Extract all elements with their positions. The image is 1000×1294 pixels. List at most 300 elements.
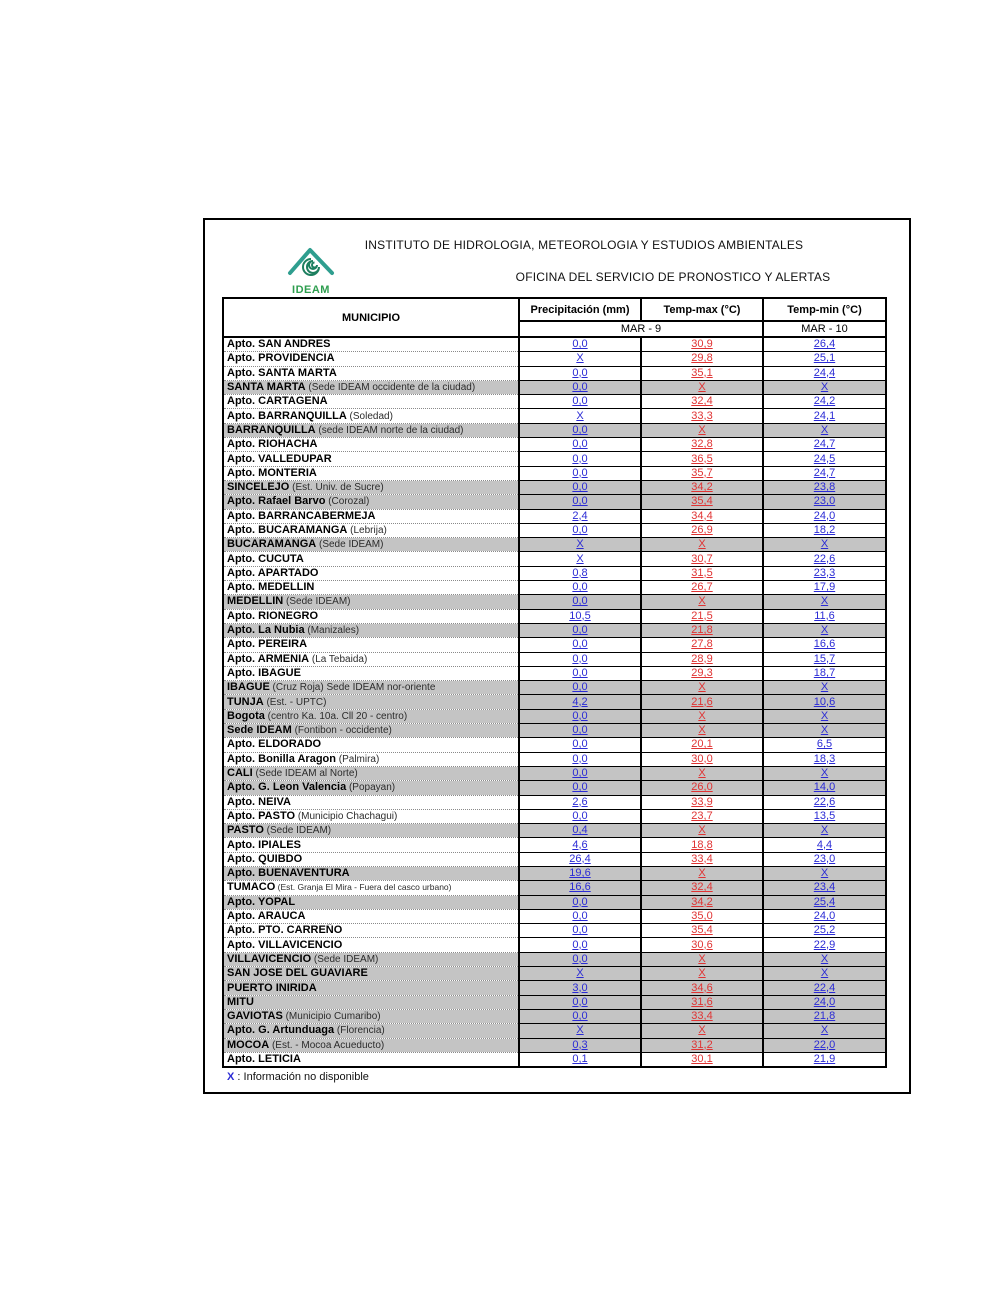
table-row <box>223 509 886 523</box>
precip-text: 0,4 <box>572 824 588 837</box>
tmin-text: 22,9 <box>813 938 836 951</box>
tmax-text: 21,8 <box>691 624 713 637</box>
tmax-text: 27,8 <box>691 638 713 651</box>
precip-value <box>519 1024 641 1038</box>
municipio-cell <box>223 1052 519 1067</box>
precip-text: 0,0 <box>572 724 588 737</box>
municipio-cell <box>223 738 519 752</box>
tmin-value <box>763 738 886 752</box>
municipio-detail: (Sede IDEAM) <box>283 596 351 608</box>
precip-value <box>519 337 641 352</box>
municipio-name: Apto. BARRANCABERMEJA <box>227 509 376 522</box>
tmax-text: 33,3 <box>691 409 713 422</box>
municipio-name: Apto. YOPAL <box>227 895 296 908</box>
table-row <box>223 1052 886 1067</box>
tmin-value <box>763 423 886 437</box>
municipio-name: PUERTO INIRIDA <box>227 981 317 994</box>
municipio-cell <box>223 595 519 609</box>
municipio-cell <box>223 666 519 680</box>
tmax-text: X <box>698 709 706 722</box>
tmin-value <box>763 852 886 866</box>
precip-value <box>519 552 641 566</box>
tmin-text: X <box>820 867 829 880</box>
precip-value <box>519 995 641 1009</box>
precip-value <box>519 681 641 695</box>
precip-text: 0,8 <box>572 566 588 579</box>
precip-value <box>519 452 641 466</box>
municipio-name: Apto. PEREIRA <box>227 638 308 651</box>
tmax-value <box>641 909 763 923</box>
tmax-text: X <box>698 952 706 965</box>
tmax-value <box>641 995 763 1009</box>
tmin-value <box>763 895 886 909</box>
tmax-text: 33,9 <box>691 795 713 808</box>
precip-text: 2,6 <box>572 795 588 808</box>
municipio-name: Apto. Rafael Barvo <box>227 495 326 508</box>
tmax-value <box>641 681 763 695</box>
tmax-text: 20,1 <box>691 738 713 751</box>
precip-text: 0,0 <box>572 381 588 394</box>
municipio-cell <box>223 452 519 466</box>
tmax-value <box>641 380 763 394</box>
tmin-value <box>763 995 886 1009</box>
tmin-text: X <box>820 381 829 394</box>
tmin-value <box>763 1038 886 1052</box>
tmax-text: X <box>698 767 706 780</box>
tmin-text: 22,6 <box>813 552 836 565</box>
tmin-value <box>763 595 886 609</box>
municipio-name: Apto. RIOHACHA <box>227 438 318 451</box>
table-row <box>223 766 886 780</box>
municipio-cell <box>223 781 519 795</box>
precip-text: 0,0 <box>572 481 588 494</box>
tmin-value <box>763 681 886 695</box>
municipio-cell <box>223 495 519 509</box>
tmin-value <box>763 438 886 452</box>
tmin-value <box>763 337 886 352</box>
tmax-text: X <box>698 595 706 608</box>
tmax-value <box>641 581 763 595</box>
tmax-value <box>641 766 763 780</box>
precip-text: 0,0 <box>572 581 588 594</box>
precip-text: 3,0 <box>572 981 588 994</box>
municipio-name: Apto. ARMENIA <box>227 652 310 665</box>
table-row <box>223 366 886 380</box>
municipio-cell <box>223 866 519 880</box>
tmax-value <box>641 709 763 723</box>
municipio-cell <box>223 566 519 580</box>
tmax-text: X <box>698 1024 706 1037</box>
tmax-text: 21,6 <box>691 695 713 708</box>
ideam-logo-icon <box>285 244 337 282</box>
tmax-value <box>641 938 763 952</box>
precip-text: 4,2 <box>572 695 588 708</box>
municipio-cell <box>223 538 519 552</box>
municipio-cell <box>223 967 519 981</box>
precip-value <box>519 595 641 609</box>
tmin-text: 24,7 <box>813 466 836 479</box>
tmin-text: 15,7 <box>813 652 836 665</box>
table-row <box>223 866 886 880</box>
tmax-value <box>641 523 763 537</box>
tmax-text: 34,2 <box>691 481 713 494</box>
tmax-text: X <box>698 538 706 551</box>
tmin-value <box>763 881 886 895</box>
precip-text: X <box>576 538 584 551</box>
municipio-name: CALI <box>227 767 253 780</box>
precip-text: 0,0 <box>572 452 588 465</box>
precip-value <box>519 967 641 981</box>
municipio-name: Apto. MEDELLIN <box>227 581 315 594</box>
date-header-mar9: MAR - 9 <box>519 321 763 337</box>
tmin-value <box>763 909 886 923</box>
tmin-text: 16,6 <box>813 638 836 651</box>
precip-value <box>519 480 641 494</box>
precip-value <box>519 495 641 509</box>
municipio-name: Apto. PTO. CARREÑO <box>227 924 343 937</box>
tmin-text: 18,3 <box>813 752 836 765</box>
precip-value <box>519 538 641 552</box>
tmax-value <box>641 838 763 852</box>
tmax-text: 33,4 <box>691 852 713 865</box>
tmin-value <box>763 809 886 823</box>
tmax-text: 35,1 <box>691 366 713 379</box>
table-row <box>223 1038 886 1052</box>
precip-text: 0,1 <box>572 1052 588 1065</box>
tmax-text: 30,1 <box>691 1052 713 1065</box>
precip-text: 0,0 <box>572 395 588 408</box>
municipio-name: Apto. PROVIDENCIA <box>227 352 335 365</box>
tmax-text: 30,7 <box>691 552 713 565</box>
precip-text: 0,0 <box>572 495 588 508</box>
precip-text: X <box>576 409 584 422</box>
municipio-name: Apto. MONTERIA <box>227 466 317 479</box>
table-row <box>223 695 886 709</box>
tmax-value <box>641 1024 763 1038</box>
page-subtitle: OFICINA DEL SERVICIO DE PRONOSTICO Y ALERTAS <box>515 270 831 284</box>
municipio-name: VILLAVICENCIO <box>227 952 312 965</box>
precip-value <box>519 809 641 823</box>
municipio-name: Apto. PASTO <box>227 809 296 822</box>
municipio-name: MITU <box>227 995 254 1008</box>
precip-value <box>519 709 641 723</box>
tmax-value <box>641 395 763 409</box>
tmin-value <box>763 752 886 766</box>
tmax-text: 35,7 <box>691 466 713 479</box>
tmax-value <box>641 566 763 580</box>
municipio-cell <box>223 623 519 637</box>
municipio-cell <box>223 638 519 652</box>
municipio-cell <box>223 881 519 895</box>
municipio-name: Apto. BUENAVENTURA <box>227 867 350 880</box>
tmin-value <box>763 838 886 852</box>
tmax-value <box>641 337 763 352</box>
municipio-cell <box>223 809 519 823</box>
precip-value <box>519 909 641 923</box>
tmax-value <box>641 866 763 880</box>
municipio-cell <box>223 438 519 452</box>
tmax-value <box>641 466 763 480</box>
tmin-text: 24,0 <box>813 910 836 923</box>
municipio-cell <box>223 852 519 866</box>
tmin-text: 6,5 <box>816 738 833 751</box>
precip-text: X <box>576 967 584 980</box>
precip-value <box>519 824 641 838</box>
table-row <box>223 1009 886 1023</box>
municipio-name: Bogota <box>227 709 265 722</box>
municipio-cell <box>223 523 519 537</box>
precip-value <box>519 981 641 995</box>
precip-text: 0,0 <box>572 910 588 923</box>
tmax-value <box>641 438 763 452</box>
table-row <box>223 995 886 1009</box>
precip-value <box>519 638 641 652</box>
municipio-cell <box>223 724 519 738</box>
tmin-value <box>763 666 886 680</box>
precip-text: 0,0 <box>572 466 588 479</box>
municipio-cell <box>223 766 519 780</box>
municipio-cell <box>223 981 519 995</box>
municipio-name: Apto. SANTA MARTA <box>227 366 337 379</box>
precip-value <box>519 423 641 437</box>
municipio-name: SANTA MARTA <box>227 381 306 394</box>
tmax-value <box>641 366 763 380</box>
precip-value <box>519 395 641 409</box>
table-row <box>223 924 886 938</box>
table-row <box>223 480 886 494</box>
precip-text: 0,0 <box>572 709 588 722</box>
municipio-name: Apto. G. Leon Valencia <box>227 781 347 794</box>
table-row <box>223 852 886 866</box>
precip-value <box>519 509 641 523</box>
tmax-value <box>641 695 763 709</box>
tmin-text: 25,1 <box>813 352 836 365</box>
table-body <box>223 337 886 1067</box>
municipio-name: Apto. BARRANQUILLA <box>227 409 347 422</box>
tmin-value <box>763 409 886 423</box>
municipio-detail: (Soledad) <box>346 410 393 422</box>
precip-value <box>519 1009 641 1023</box>
tmin-value <box>763 566 886 580</box>
tmax-text: 32,8 <box>691 438 713 451</box>
tmax-value <box>641 1009 763 1023</box>
precip-value <box>519 952 641 966</box>
table-row <box>223 824 886 838</box>
precip-value <box>519 852 641 866</box>
tmin-text: 25,2 <box>813 924 836 937</box>
precip-text: 0,0 <box>572 938 588 951</box>
municipio-name: PASTO <box>227 824 264 837</box>
table-row <box>223 666 886 680</box>
tmax-text: 21,5 <box>691 609 713 622</box>
table-row <box>223 981 886 995</box>
tmin-text: 4,4 <box>816 838 833 851</box>
footnote-label: : Información no disponible <box>237 1071 369 1083</box>
tmax-text: 35,0 <box>691 910 713 923</box>
tmax-text: 31,2 <box>691 1038 713 1051</box>
municipio-cell <box>223 337 519 352</box>
tmax-text: 29,3 <box>691 666 713 679</box>
tmax-text: 31,5 <box>691 566 713 579</box>
municipio-cell <box>223 423 519 437</box>
table-row <box>223 681 886 695</box>
forecast-table <box>222 297 887 1068</box>
tmin-value <box>763 938 886 952</box>
municipio-detail: (Palmira) <box>335 753 380 765</box>
table-header <box>223 298 886 337</box>
tmax-value <box>641 895 763 909</box>
municipio-detail: (Cruz Roja) Sede IDEAM nor-oriente <box>269 682 436 694</box>
tmax-value <box>641 452 763 466</box>
tmin-text: X <box>820 824 829 837</box>
municipio-name: Apto. CUCUTA <box>227 552 304 565</box>
col-header-temp-min: Temp-min (°C) <box>763 298 886 321</box>
table-row <box>223 409 886 423</box>
table-row <box>223 724 886 738</box>
precip-text: 0,0 <box>572 995 588 1008</box>
municipio-detail: (Sede IDEAM al Norte) <box>252 768 358 780</box>
tmin-text: 10,6 <box>813 695 836 708</box>
tmin-value <box>763 509 886 523</box>
precip-text: 0,0 <box>572 366 588 379</box>
tmin-text: 23,3 <box>813 566 836 579</box>
tmax-value <box>641 824 763 838</box>
tmax-value <box>641 409 763 423</box>
municipio-name: Apto. SAN ANDRES <box>227 338 331 351</box>
tmax-value <box>641 752 763 766</box>
tmax-text: 32,4 <box>691 881 713 894</box>
municipio-cell <box>223 395 519 409</box>
municipio-cell <box>223 952 519 966</box>
ideam-logo <box>283 244 339 296</box>
precip-value <box>519 724 641 738</box>
municipio-detail: (Est. Granja El Mira - Fuera del casco urbano) <box>275 882 452 893</box>
precip-text: 0,0 <box>572 781 588 794</box>
tmax-text: 33,4 <box>691 1010 713 1023</box>
municipio-detail: (Sede IDEAM) <box>263 825 332 837</box>
tmin-text: 14,0 <box>813 781 836 794</box>
table-row <box>223 395 886 409</box>
municipio-name: Apto. Bonilla Aragon <box>227 752 336 765</box>
tmin-value <box>763 924 886 938</box>
tmin-value <box>763 366 886 380</box>
tmin-text: 24,2 <box>813 395 836 408</box>
table-row <box>223 909 886 923</box>
precip-text: 0,0 <box>572 338 588 351</box>
municipio-name: Apto. CARTAGENA <box>227 395 328 408</box>
ideam-logo-text: IDEAM <box>292 284 330 296</box>
municipio-name: Apto. ELDORADO <box>227 738 322 751</box>
tmin-text: 26,4 <box>813 338 836 351</box>
municipio-cell <box>223 609 519 623</box>
precip-value <box>519 752 641 766</box>
tmin-text: 23,8 <box>813 481 836 494</box>
tmax-text: 26,9 <box>691 524 713 536</box>
tmax-text: X <box>698 381 706 394</box>
tmax-value <box>641 666 763 680</box>
precip-value <box>519 781 641 795</box>
tmax-text: 31,6 <box>691 995 713 1008</box>
tmax-value <box>641 638 763 652</box>
tmin-value <box>763 866 886 880</box>
table-row <box>223 709 886 723</box>
tmax-value <box>641 809 763 823</box>
col-header-temp-max: Temp-max (°C) <box>641 298 763 321</box>
municipio-detail: (Fontibon - occidente) <box>291 725 392 737</box>
municipio-cell <box>223 509 519 523</box>
tmax-value <box>641 881 763 895</box>
precip-value <box>519 938 641 952</box>
municipio-name: Apto. G. Artunduaga <box>227 1024 335 1037</box>
tmax-text: 34,2 <box>691 895 713 908</box>
tmin-value <box>763 724 886 738</box>
table-row <box>223 337 886 352</box>
municipio-name: IBAGUE <box>227 681 270 694</box>
precip-value <box>519 466 641 480</box>
municipio-cell <box>223 1024 519 1038</box>
precip-text: X <box>576 1024 584 1037</box>
municipio-name: Apto. LETICIA <box>227 1052 301 1065</box>
precip-text: X <box>576 552 584 565</box>
precip-value <box>519 924 641 938</box>
municipio-cell <box>223 352 519 366</box>
bulletin-sheet <box>203 218 911 1094</box>
tmin-value <box>763 1024 886 1038</box>
precip-text: 0,0 <box>572 595 588 608</box>
table-row <box>223 566 886 580</box>
precip-text: 0,0 <box>572 652 588 665</box>
tmax-text: 28,9 <box>691 652 713 665</box>
precip-text: 19,6 <box>569 867 591 880</box>
municipio-name: Sede IDEAM <box>227 724 292 737</box>
tmax-value <box>641 423 763 437</box>
municipio-name: TUMACO <box>227 881 276 894</box>
tmin-value <box>763 395 886 409</box>
municipio-cell <box>223 480 519 494</box>
tmax-text: X <box>698 724 706 737</box>
tmin-text: X <box>820 595 829 608</box>
precip-value <box>519 666 641 680</box>
municipio-name: Apto. ARAUCA <box>227 910 306 923</box>
table-row <box>223 452 886 466</box>
tmin-value <box>763 967 886 981</box>
tmax-text: 29,8 <box>691 352 713 365</box>
municipio-detail: (Lebrija) <box>347 525 387 536</box>
table-row <box>223 1024 886 1038</box>
tmin-text: X <box>820 681 829 694</box>
table-row <box>223 838 886 852</box>
municipio-detail: (Est. - UPTC) <box>263 696 327 708</box>
table-row <box>223 738 886 752</box>
municipio-name: MEDELLIN <box>227 595 284 608</box>
tmax-text: 35,4 <box>691 495 713 508</box>
table-row <box>223 638 886 652</box>
precip-text: 0,0 <box>572 666 588 679</box>
precip-text: 0,0 <box>572 1010 588 1023</box>
tmin-value <box>763 981 886 995</box>
tmax-text: 30,9 <box>691 338 713 351</box>
table-row <box>223 438 886 452</box>
municipio-cell <box>223 581 519 595</box>
municipio-name: Apto. IBAGUE <box>227 666 301 679</box>
tmin-text: X <box>820 724 829 737</box>
tmax-text: 30,0 <box>691 752 713 765</box>
table-row <box>223 881 886 895</box>
tmin-value <box>763 638 886 652</box>
precip-value <box>519 1052 641 1067</box>
tmin-text: 24,0 <box>813 995 836 1008</box>
tmax-value <box>641 509 763 523</box>
